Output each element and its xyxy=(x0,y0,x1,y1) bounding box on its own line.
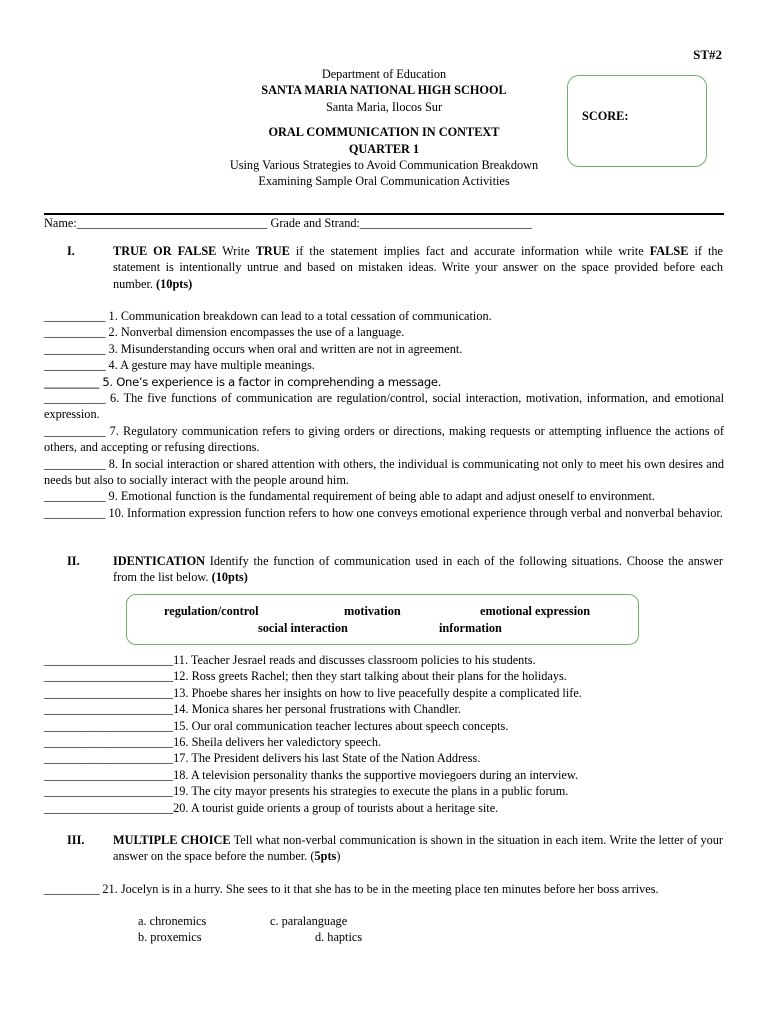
list-item[interactable]: __________ 6. The five functions of communication are regulation/control, social interaction, motivation, information, and emotional expression. xyxy=(44,391,724,422)
list-item[interactable]: __________ 5. One’s experience is a factor in comprehending a message. xyxy=(44,374,442,389)
list-item[interactable]: __________ 10. Information expression function refers to how one conveys emotional experience through verbal and nonverbal behavior. xyxy=(44,505,723,520)
list-item[interactable]: _____________________15. Our oral communication teacher lectures about speech concepts. xyxy=(44,718,509,733)
list-item[interactable]: __________ 9. Emotional function is the fundamental requirement of being able to adapt and adjust oneself to environment. xyxy=(44,489,655,504)
department-line: Department of Education xyxy=(321,67,447,81)
choice-social-interaction: social interaction xyxy=(258,621,348,635)
subject-title: ORAL COMMUNICATION IN CONTEXT xyxy=(268,125,500,140)
option-c[interactable]: c. paralanguage xyxy=(270,914,348,928)
option-a[interactable]: a. chronemics xyxy=(138,914,207,928)
score-label: SCORE: xyxy=(582,109,629,123)
list-item[interactable]: __________ 2. Nonverbal dimension encompasses the use of a language. xyxy=(44,325,405,340)
list-item[interactable]: _____________________18. A television personality thanks the supportive moviegoers during an interview. xyxy=(44,767,579,782)
list-item[interactable]: _____________________17. The President delivers his last State of the Nation Address. xyxy=(44,751,481,766)
option-b[interactable]: b. proxemics xyxy=(138,930,202,945)
section-1-items xyxy=(44,308,724,521)
school-name: SANTA MARIA NATIONAL HIGH SCHOOL xyxy=(261,83,507,98)
list-item[interactable]: _____________________14. Monica shares her personal frustrations with Chandler. xyxy=(44,702,462,717)
list-item[interactable]: __________ 1. Communication breakdown can lead to a total cessation of communication. xyxy=(44,309,492,323)
list-item[interactable]: _____________________11. Teacher Jesrael reads and discusses classroom policies to his students. xyxy=(44,653,536,667)
section-2-items xyxy=(44,652,724,816)
choice-motivation: motivation xyxy=(344,604,401,618)
list-item[interactable]: _________ 21. Jocelyn is in a hurry. She sees to it that she has to be in the meeting place ten minutes before her boss arrives. xyxy=(44,882,659,896)
option-d[interactable]: d. haptics xyxy=(315,930,363,945)
list-item[interactable]: __________ 8. In social interaction or shared attention with others, the individual is communicating not only to meet his own desires and needs but also to socially interact with the people around him. xyxy=(44,456,724,488)
list-item[interactable]: _____________________16. Sheila delivers her valedictory speech. xyxy=(44,735,382,750)
list-item[interactable]: _____________________13. Phoebe shares her insights on how to live peacefully despite a complicated life. xyxy=(44,685,582,700)
list-item[interactable]: _____________________20. A tourist guide orients a group of tourists about a heritage site. xyxy=(44,800,499,815)
school-location: Santa Maria, Ilocos Sur xyxy=(325,99,443,114)
quarter-label: QUARTER 1 xyxy=(348,141,420,156)
section-1-instructions: TRUE OR FALSE Write TRUE if the statement implies fact and accurate information while write FALSE if the statement is intentionally untrue and based on mistaken ideas. Write your answer on the space provided before each number. (10pts) xyxy=(113,244,723,291)
section-3-instructions: MULTIPLE CHOICE Tell what non-verbal communication is shown in the situation in each item. Write the letter of your answer on the space before the number. (5pts) xyxy=(113,833,724,864)
choice-regulation-control: regulation/control xyxy=(164,604,259,618)
section-3-number: III. xyxy=(67,833,85,847)
list-item[interactable]: __________ 7. Regulatory communication refers to giving orders or directions, making requests or attempting influence the actions of others, and accepting or refusing directions. xyxy=(44,423,724,455)
list-item[interactable]: _____________________19. The city mayor presents his strategies to execute the plans in a public forum. xyxy=(44,784,569,799)
section-1-number: I. xyxy=(67,244,75,258)
question-21-options xyxy=(138,913,398,946)
topic-line-1: Using Various Strategies to Avoid Communication Breakdown xyxy=(229,158,539,173)
choice-emotional-expression: emotional expression xyxy=(480,604,591,618)
choices-box xyxy=(126,594,639,645)
score-box[interactable] xyxy=(567,75,707,167)
name-grade-line[interactable]: Name:_______________________________ Grade and Strand:____________________________ xyxy=(44,216,533,230)
section-2-number: II. xyxy=(67,554,80,568)
section-2-instructions: IDENTICATION Identify the function of communication used in each of the following situations. Choose the answer from the list below. (10pts) xyxy=(113,554,723,585)
choice-information: information xyxy=(439,621,502,635)
list-item[interactable]: _____________________12. Ross greets Rachel; then they start talking about their plans for the holidays. xyxy=(44,669,567,684)
list-item[interactable]: __________ 3. Misunderstanding occurs when oral and written are not in agreement. xyxy=(44,341,463,356)
document-header xyxy=(200,66,568,190)
topic-line-2: Examining Sample Oral Communication Activities xyxy=(258,174,510,189)
question-21 xyxy=(44,881,724,897)
document-code: ST#2 xyxy=(693,47,722,62)
list-item[interactable]: __________ 4. A gesture may have multiple meanings. xyxy=(44,358,315,373)
